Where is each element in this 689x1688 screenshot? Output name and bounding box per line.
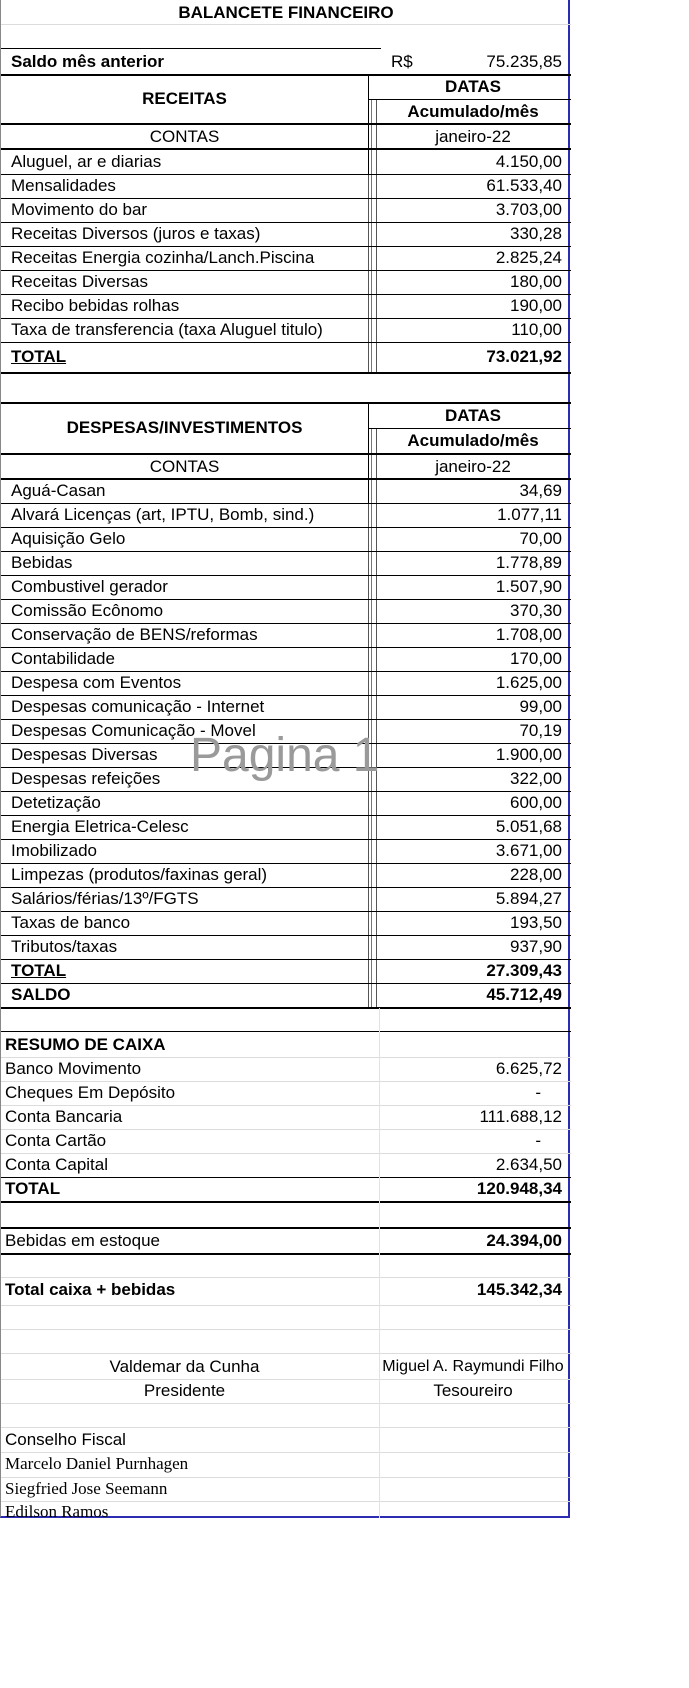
despesas-total-label: TOTAL <box>11 961 67 980</box>
row-label: Taxas de banco <box>11 913 131 932</box>
row-value: 330,28 <box>510 224 562 243</box>
resumo-caixa-title-row <box>1 1033 571 1057</box>
table-row <box>1 503 571 527</box>
despesas-contas-label: CONTAS <box>149 457 220 476</box>
row-value: 1.900,00 <box>495 745 562 764</box>
row-value: 61.533,40 <box>486 176 562 195</box>
table-row <box>1 887 571 911</box>
table-row <box>1 294 571 318</box>
total-caixa-bebidas-value: 145.342,34 <box>476 1280 562 1299</box>
list-item <box>1 1081 571 1105</box>
row-label: Conta Capital <box>5 1155 109 1174</box>
row-value: 2.634,50 <box>495 1155 562 1174</box>
row-label: Limpezas (produtos/faxinas geral) <box>11 865 268 884</box>
row-value: 5.894,27 <box>495 889 562 908</box>
row-value: - <box>535 1083 541 1102</box>
row-value: 99,00 <box>519 697 562 716</box>
bebidas-estoque-value: 24.394,00 <box>486 1231 562 1250</box>
row-label: Cheques Em Depósito <box>5 1083 176 1102</box>
saldo-anterior-row <box>1 50 571 74</box>
row-value: 1.778,89 <box>495 553 562 572</box>
row-value: 600,00 <box>510 793 562 812</box>
total-caixa-bebidas-row <box>1 1278 571 1302</box>
table-row <box>1 791 571 815</box>
receitas-period: janeiro-22 <box>435 127 511 146</box>
table-row <box>1 527 571 551</box>
sheet-title: BALANCETE FINANCEIRO <box>178 3 394 22</box>
resumo-total-label: TOTAL <box>5 1179 61 1198</box>
row-label: Energia Eletrica-Celesc <box>11 817 189 836</box>
table-row <box>1 198 571 222</box>
row-label: Aguá-Casan <box>11 481 106 500</box>
row-value: 190,00 <box>510 296 562 315</box>
row-label: Conta Cartão <box>5 1131 107 1150</box>
list-item <box>1 1500 571 1521</box>
page-watermark: Pagina 1 <box>190 729 380 782</box>
row-label: Alvará Licenças (art, IPTU, Bomb, sind.) <box>11 505 315 524</box>
despesas-total-row <box>1 959 571 983</box>
row-label: Imobilizado <box>11 841 97 860</box>
receitas-total-label: TOTAL <box>11 347 67 366</box>
row-label: Despesas refeições <box>11 769 161 788</box>
receitas-datas-label: DATAS <box>444 77 502 96</box>
row-label: Movimento do bar <box>11 200 148 219</box>
row-value: 110,00 <box>511 320 562 339</box>
table-row <box>1 270 571 294</box>
table-row <box>1 551 571 575</box>
row-value: 70,00 <box>519 529 562 548</box>
row-label: Despesas comunicação - Internet <box>11 697 265 716</box>
row-value: 1.077,11 <box>497 505 562 524</box>
bebidas-estoque-label: Bebidas em estoque <box>5 1231 160 1250</box>
row-label: Aluguel, ar e diarias <box>11 152 162 171</box>
row-value: 3.703,00 <box>495 200 562 219</box>
list-item <box>1 1129 571 1153</box>
row-value: 1.625,00 <box>495 673 562 692</box>
row-value: 6.625,72 <box>495 1059 562 1078</box>
resumo-caixa-title: RESUMO DE CAIXA <box>5 1035 166 1054</box>
despesas-acumulado-label: Acumulado/mês <box>407 431 539 450</box>
list-item <box>1 1057 571 1081</box>
row-label: Despesas Comunicação - Movel <box>11 721 256 740</box>
table-row <box>1 599 571 623</box>
row-label: Despesa com Eventos <box>11 673 182 692</box>
conselho-member: Siegfried Jose Seemann <box>5 1479 168 1498</box>
row-label: Comissão Ecônomo <box>11 601 164 620</box>
conselho-title-row <box>1 1428 571 1452</box>
currency-label: R$ <box>391 52 413 71</box>
saldo-anterior-label: Saldo mês anterior <box>11 52 165 71</box>
row-value: - <box>535 1131 541 1150</box>
table-row <box>1 246 571 270</box>
row-label: Receitas Diversas <box>11 272 148 291</box>
row-value: 1.708,00 <box>495 625 562 644</box>
row-value: 322,00 <box>510 769 562 788</box>
table-row <box>1 318 571 342</box>
row-label: Receitas Diversos (juros e taxas) <box>11 224 261 243</box>
list-item <box>1 1452 571 1476</box>
table-row <box>1 815 571 839</box>
row-value: 228,00 <box>510 865 562 884</box>
row-value: 5.051,68 <box>495 817 562 836</box>
row-label: Aquisição Gelo <box>11 529 126 548</box>
resumo-total-value: 120.948,34 <box>476 1179 562 1198</box>
resumo-total-row <box>1 1177 571 1201</box>
row-label: Bebidas <box>11 553 73 572</box>
presidente-name: Valdemar da Cunha <box>109 1357 260 1376</box>
row-label: Recibo bebidas rolhas <box>11 296 180 315</box>
table-row <box>1 935 571 959</box>
row-label: Mensalidades <box>11 176 116 195</box>
table-row <box>1 695 571 719</box>
bebidas-estoque-row <box>1 1229 571 1253</box>
despesas-datas-label: DATAS <box>444 406 502 425</box>
despesas-period: janeiro-22 <box>435 457 511 476</box>
table-row <box>1 839 571 863</box>
row-value: 170,00 <box>510 649 562 668</box>
table-row <box>1 150 571 174</box>
row-value: 70,19 <box>519 721 562 740</box>
saldo-row <box>1 983 571 1007</box>
table-row <box>1 623 571 647</box>
saldo-value: 45.712,49 <box>486 985 562 1004</box>
receitas-total-value: 73.021,92 <box>486 347 562 366</box>
row-value: 1.507,90 <box>495 577 562 596</box>
row-label: Taxa de transferencia (taxa Aluguel titulo) <box>11 320 323 339</box>
receitas-contas-label: CONTAS <box>149 127 220 146</box>
table-row <box>1 647 571 671</box>
conselho-member: Edilson Ramos <box>5 1502 109 1521</box>
conselho-title: Conselho Fiscal <box>5 1430 126 1449</box>
table-row <box>1 479 571 503</box>
tesoureiro-name: Miguel A. Raymundi Filho <box>382 1358 564 1375</box>
table-row <box>1 863 571 887</box>
saldo-anterior-value: 75.235,85 <box>486 52 562 71</box>
row-label: Conta Bancaria <box>5 1107 123 1126</box>
total-caixa-bebidas-label: Total caixa + bebidas <box>5 1280 176 1299</box>
row-label: Conservação de BENS/reformas <box>11 625 258 644</box>
receitas-total-row <box>1 343 571 371</box>
table-row <box>1 911 571 935</box>
row-value: 2.825,24 <box>495 248 562 267</box>
despesas-section-label: DESPESAS/INVESTIMENTOS <box>66 418 303 437</box>
tesoureiro-role: Tesoureiro <box>433 1381 513 1400</box>
row-value: 111.688,12 <box>479 1107 562 1126</box>
list-item <box>1 1153 571 1177</box>
table-row <box>1 222 571 246</box>
list-item <box>1 1477 571 1501</box>
row-value: 937,90 <box>510 937 562 956</box>
row-label: Salários/férias/13º/FGTS <box>11 889 199 908</box>
list-item <box>1 1105 571 1129</box>
receitas-acumulado-label: Acumulado/mês <box>407 102 539 121</box>
row-label: Detetização <box>11 793 101 812</box>
table-row <box>1 575 571 599</box>
table-row <box>1 174 571 198</box>
row-value: 180,00 <box>510 272 562 291</box>
row-label: Receitas Energia cozinha/Lanch.Piscina <box>11 248 315 267</box>
row-value: 370,30 <box>510 601 562 620</box>
table-row <box>1 671 571 695</box>
row-value: 3.671,00 <box>495 841 562 860</box>
row-label: Banco Movimento <box>5 1059 142 1078</box>
conselho-member: Marcelo Daniel Purnhagen <box>5 1454 189 1473</box>
presidente-role: Presidente <box>143 1381 226 1400</box>
row-label: Contabilidade <box>11 649 115 668</box>
saldo-label: SALDO <box>11 985 71 1004</box>
row-value: 4.150,00 <box>495 152 562 171</box>
row-value: 34,69 <box>519 481 562 500</box>
receitas-section-label: RECEITAS <box>142 89 227 108</box>
despesas-total-value: 27.309,43 <box>486 961 562 980</box>
row-label: Tributos/taxas <box>11 937 118 956</box>
row-label: Combustivel gerador <box>11 577 168 596</box>
row-value: 193,50 <box>510 913 562 932</box>
row-label: Despesas Diversas <box>11 745 158 764</box>
